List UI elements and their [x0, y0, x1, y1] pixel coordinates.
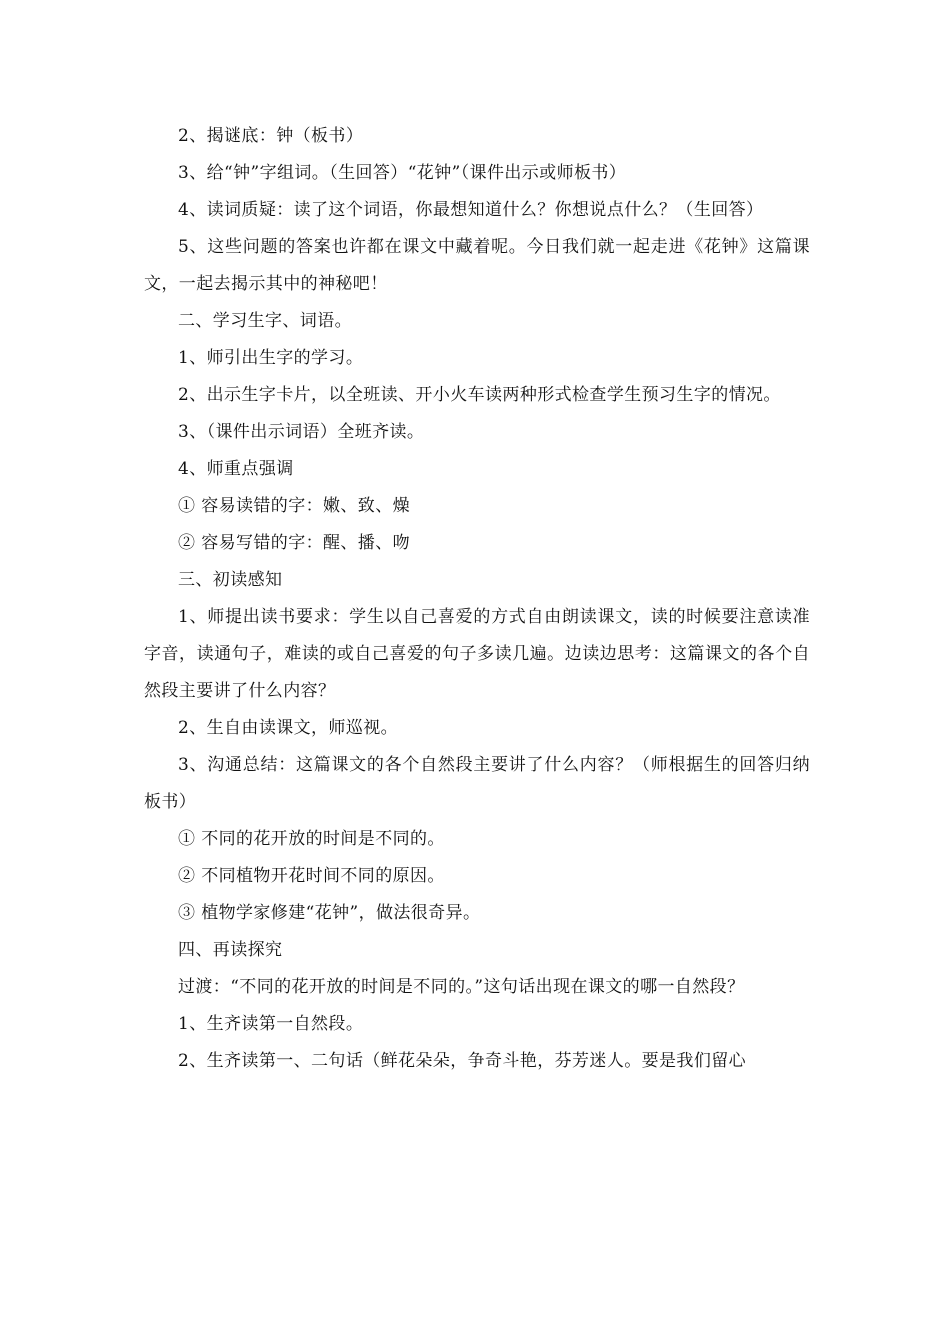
paragraph: 2、生齐读第一、二句话（鲜花朵朵，争奇斗艳，芬芳迷人。要是我们留心 — [178, 1051, 747, 1071]
paragraph: 4、读词质疑：读了这个词语，你最想知道什么？你想说点什么？（生回答） — [178, 200, 764, 220]
paragraph: 5、这些问题的答案也许都在课文中藏着呢。今日我们就一起走进《花钟》这篇课文，一起去揭示其中的神秘吧！ — [144, 237, 810, 294]
paragraph: 过渡：“不同的花开放的时间是不同的。”这句话出现在课文的哪一自然段？ — [178, 977, 745, 997]
paragraph: 1、师提出读书要求：学生以自己喜爱的方式自由朗读课文，读的时候要注意读准字音，读通句子，难读的或自己喜爱的句子多读几遍。边读边思考：这篇课文的各个自然段主要讲了什么内容？ — [144, 607, 810, 701]
list-item: ③ 植物学家修建“花钟”，做法很奇异。 — [178, 903, 481, 923]
paragraph: 3、（课件出示词语）全班齐读。 — [178, 422, 425, 442]
paragraph: 1、生齐读第一自然段。 — [178, 1014, 364, 1034]
section-heading: 三、初读感知 — [178, 570, 283, 590]
document-body — [144, 118, 810, 1080]
section-heading: 四、再读探究 — [178, 940, 283, 960]
paragraph: 2、揭谜底：钟（板书） — [178, 126, 364, 146]
paragraph: 3、给“钟”字组词。（生回答）“花钟”（课件出示或师板书） — [178, 163, 627, 183]
list-item: ① 不同的花开放的时间是不同的。 — [178, 829, 445, 849]
paragraph: 3、沟通总结：这篇课文的各个自然段主要讲了什么内容？（师根据生的回答归纳板书） — [144, 755, 810, 812]
section-heading: 二、学习生字、词语。 — [178, 311, 352, 331]
list-item: ① 容易读错的字：嫩、致、燥 — [178, 496, 411, 516]
list-item: ② 不同植物开花时间不同的原因。 — [178, 866, 445, 886]
paragraph: 1、师引出生字的学习。 — [178, 348, 364, 368]
list-item: ② 容易写错的字：醒、播、吻 — [178, 533, 411, 553]
paragraph: 4、师重点强调 — [178, 459, 294, 479]
paragraph: 2、出示生字卡片，以全班读、开小火车读两种形式检查学生预习生字的情况。 — [178, 385, 781, 405]
paragraph: 2、生自由读课文，师巡视。 — [178, 718, 399, 738]
